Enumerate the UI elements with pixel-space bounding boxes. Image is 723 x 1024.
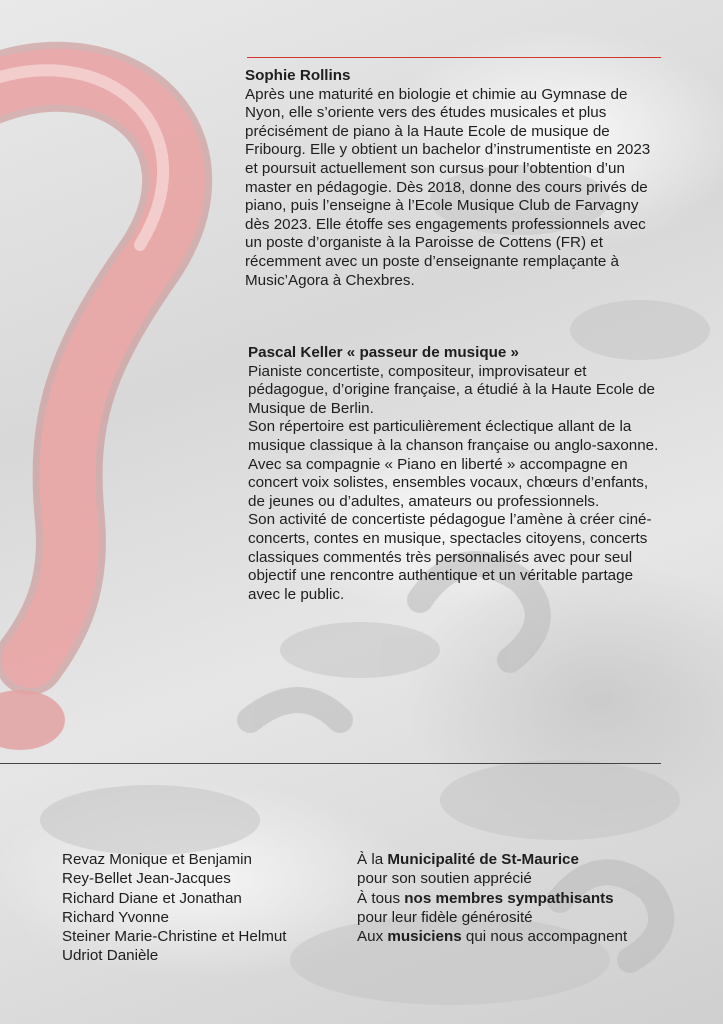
bio-pascal-keller [248,344,668,604]
section-divider-red [247,57,661,58]
thanks-line [357,927,697,946]
donor-name: Rey-Bellet Jean-Jacques [62,870,231,888]
red-question-mark [0,70,177,660]
section-divider [0,763,661,764]
thanks-text: qui nous accompagnent [461,928,628,946]
bio-name: Sophie Rollins [245,67,351,84]
thanks-emphasis: nos membres sympathisants [404,889,614,907]
bio-paragraph: Son activité de concertiste pédagogue l’amène à créer ciné-concerts, contes en musique, spectacles citoyens, concerts classiques commentés très personnalisés avec pour seul objectif une rencontre authentique et un véritable partage avec le public. [248,511,652,603]
donor-name: Richard Yvonne [62,908,169,926]
bio-text: Après une maturité en biologie et chimie au Gymnase de Nyon, elle s’oriente vers des études musicales et plus précisément de piano à la Haute Ecole de musique de Fribourg. Elle y obtient un bachelor d’instrumentiste en 2023 et poursuit actuellement son cursus pour l’obtention d’un master en pédagogie. Dès 2018, donne des cours privés de piano, puis l’enseigne à l’Ecole Musique Club de Farvagny dès 2023. Elle étoffe ses engagements professionnels avec un poste d’organiste à la Paroisse de Cottens (FR) et récemment avec un poste d’enseignante remplaçante à Music’Agora à Chexbres. [245,85,651,289]
bio-paragraph: Pianiste concertiste, compositeur, improvisateur et pédagogue, d’origine française, a étudié à la Haute Ecole de Musique de Berlin. [248,362,655,417]
thanks-text: À la [357,851,388,868]
donor-name: Udriot Danièle [62,947,159,965]
thanks-line [357,889,697,908]
thanks-emphasis: musiciens [387,928,462,946]
bio-sophie-rollins [245,67,665,290]
thanks-line: pour son soutien apprécié [357,870,532,888]
thanks-text: À tous [357,889,405,907]
donor-name: Richard Diane et Jonathan [62,889,242,907]
donor-name: Revaz Monique et Benjamin [62,851,252,868]
donor-list [62,850,342,966]
bio-name: Pascal Keller « passeur de musique » [248,344,519,361]
thanks-emphasis: Municipalité de St-Maurice [387,851,579,868]
thanks-text: Aux [357,928,388,946]
bio-paragraph: Son répertoire est particulièrement éclectique allant de la musique classique à la chanson française ou anglo-saxonne. Avec sa compagnie « Piano en liberté » accompagne en concert voix solistes, ensembles vocaux, chœurs d’enfants, de jeunes ou d’adultes, amateurs ou professionnels. [248,418,659,510]
thanks-list [357,850,697,946]
thanks-line [357,850,697,869]
donor-name: Steiner Marie-Christine et Helmut [62,928,287,946]
thanks-line: pour leur fidèle générosité [357,908,533,926]
